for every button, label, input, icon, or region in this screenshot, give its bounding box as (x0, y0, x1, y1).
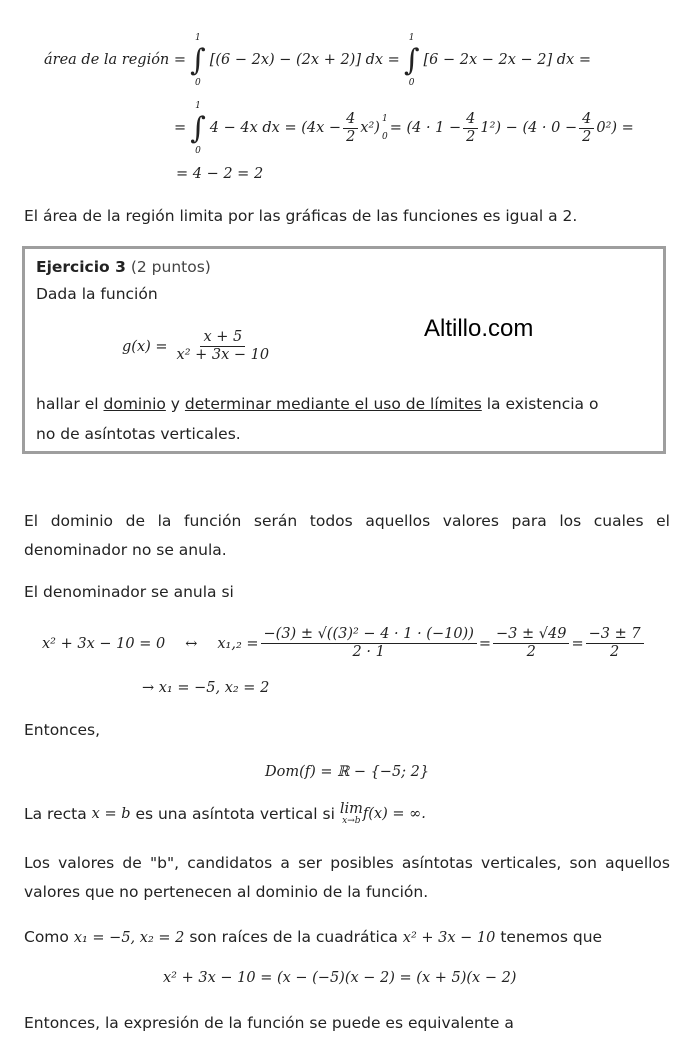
exercise-intro: Dada la función (36, 285, 158, 303)
exercise-box (22, 246, 666, 454)
paragraph-candidates: Los valores de "b", candidatos a ser posibles asíntotas verticales, son aquellos valores que no pertenecen al dominio de la función. (24, 854, 670, 901)
evaluation-bar: 1 0 (381, 114, 388, 142)
exercise-points: (2 puntos) (130, 258, 211, 276)
paragraph-roots: Como x₁ = −5, x₂ = 2 son raíces de la cuadrática x² + 3x − 10 tenemos que (24, 928, 603, 946)
area-conclusion: El área de la región limita por las gráficas de las funciones es igual a 2. (24, 207, 578, 225)
factorization: x² + 3x − 10 = (x − (−5)(x − 2) = (x + 5)(x − 2) (163, 970, 517, 986)
integral-sign-2: 1 ∫ 0 (403, 32, 420, 88)
paragraph-domain: El dominio de la función serán todos aquellos valores para los cuales el denominador no se anula. (24, 512, 670, 559)
integral-line-3: = 4 − 2 = 2 (176, 166, 264, 182)
exercise-heading (36, 255, 211, 279)
dominio-link[interactable]: dominio (103, 395, 166, 413)
integral-line-2: = 1 ∫ 0 4 − 4x dx = (4x − $\frac{4}{2}$ x²) 1 0 = (4 · 1 − $\frac{4}{2}$ 1²) − (4 · 0 − $\frac{4}{2}$ 0²) = (174, 100, 634, 156)
integrand-2: [6 − 2x − 2x − 2] dx = (423, 52, 591, 68)
paragraph-entonces: Entonces, (24, 721, 101, 739)
domain-expression: Dom(f) = ℝ − {−5; 2} (265, 764, 430, 780)
limites-link[interactable]: determinar mediante el uso de límites (184, 395, 482, 413)
watermark: Altillo.com (424, 315, 534, 342)
integral-sign-3: 1 ∫ 0 (190, 100, 206, 156)
roots-line: → x₁ = −5, x₂ = 2 (142, 680, 270, 696)
exercise-title: Ejercicio 3 (36, 258, 126, 276)
quadratic-solution: x² + 3x − 10 = 0 ↔ x₁,₂ = $\frac{\text{−(3) ± √((3)² − 4 · 1 · (−10))}}{2 \cdot 1}$ = $\frac{-3 \pm √49}{2}$ = $\frac{-3 \pm 7}{2}$ (42, 626, 646, 661)
area-label: área de la región = (44, 52, 187, 68)
exercise-task: hallar el dominio y determinar mediante el uso de límites la existencia o no de asíntotas verticales. (36, 395, 599, 443)
integrand-1: [(6 − 2x) − (2x + 2)] dx = (209, 52, 400, 68)
function-definition: g(x) = $\frac{x + 5}{\text{x² + 3x − 10}}$ (122, 329, 274, 364)
paragraph-denominator: El denominador se anula si (24, 583, 234, 601)
limit-operator: lim x→b (339, 800, 363, 826)
function-fraction: $\frac{x + 5}{\text{x² + 3x − 10}}$ (176, 329, 270, 363)
paragraph-final: Entonces, la expresión de la función se puede es equivalente a (24, 1014, 514, 1032)
fraction-4-2: $\frac{4}{2}$ (343, 111, 358, 146)
paragraph-asymptote: La recta x = b es una asíntota vertical si lim x→b f(x) = ∞. (24, 800, 426, 826)
integral-line-1 (44, 32, 591, 88)
integral-sign-1: 1 ∫ 0 (190, 32, 206, 88)
